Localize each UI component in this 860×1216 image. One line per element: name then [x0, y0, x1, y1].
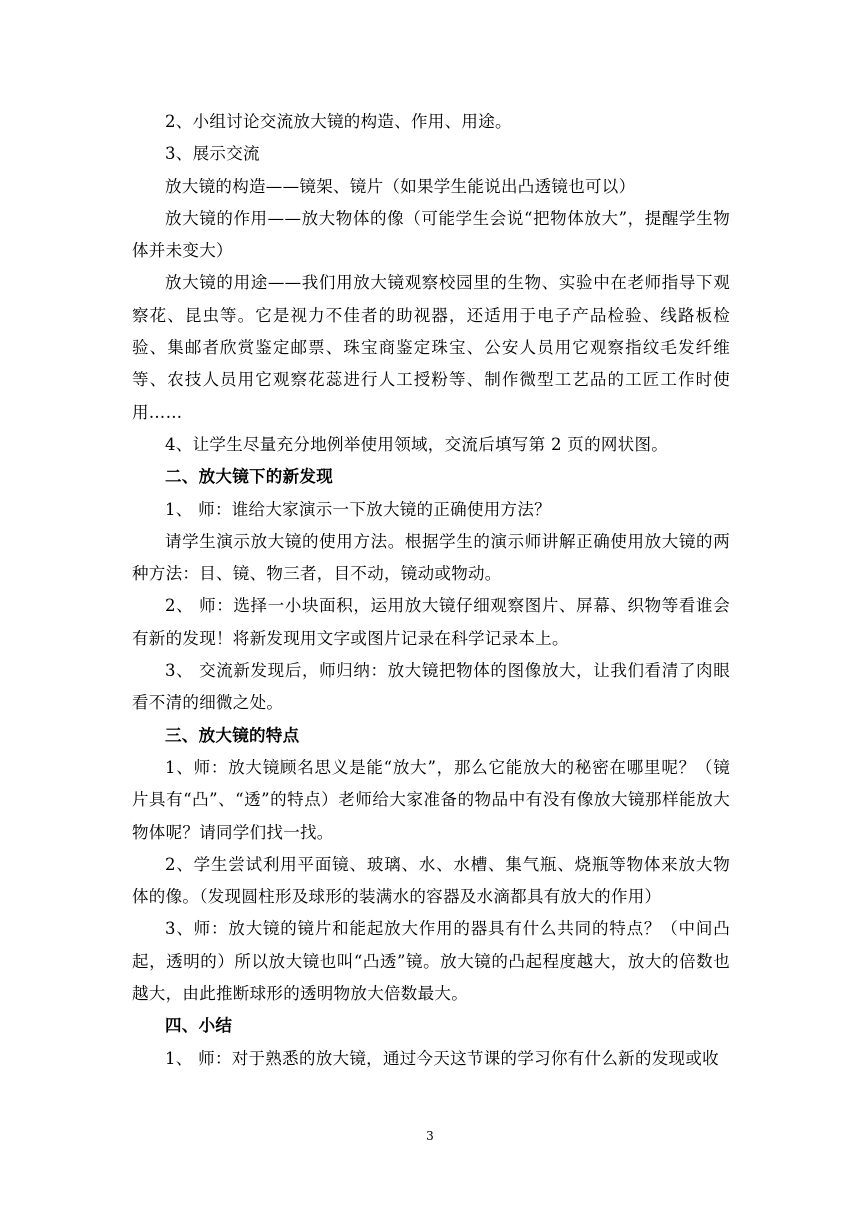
section-heading-summary: 四、小结	[165, 1016, 233, 1036]
section-heading-new-discovery: 二、放大镜下的新发现	[165, 467, 333, 487]
paragraph-summary-question: 1、 师：对于熟悉的放大镜，通过今天这节课的学习你有什么新的发现或收	[165, 1048, 719, 1068]
paragraph-function: 放大镜的作用——放大物体的像（可能学生会说“把物体放大”，提醒学生物体并未变大）	[132, 208, 730, 261]
section-heading-features: 三、放大镜的特点	[165, 725, 300, 745]
paragraph-observe: 2、 师：选择一小块面积，运用放大镜仔细观察图片、屏幕、织物等看谁会有新的发现！将新发现用文字或图片记录在科学记录本上。	[132, 596, 730, 648]
page-number: 3	[426, 1129, 434, 1143]
paragraph-display-exchange: 3、展示交流	[165, 144, 260, 164]
paragraph-examples: 4、让学生尽量充分地例举使用领域，交流后填写第 2 页的网状图。	[165, 434, 669, 454]
body-text	[132, 106, 730, 1075]
paragraph-usage: 放大镜的用途——我们用放大镜观察校园里的生物、实验中在老师指导下观察花、昆虫等。它是视力不佳者的助视器，还适用于电子产品检验、线路板检验、集邮者欣赏鉴定邮票、珠宝商鉴定珠宝、公安人员用它观察指纹毛发纤维等、农技人员用它观察花蕊进行人工授粉等、制作微型工艺品的工匠工作时使用……	[132, 273, 730, 422]
paragraph-feature-common: 3、师：放大镜的镜片和能起放大作用的器具有什么共同的特点？（中间凸起，透明的）所以放大镜也叫“凸透”镜。放大镜的凸起程度越大，放大的倍数也越大，由此推断球形的透明物放大倍数最大。	[132, 919, 730, 1004]
paragraph-discussion: 2、小组讨论交流放大镜的构造、作用、用途。	[165, 112, 512, 131]
paragraph-demo-question: 1、 师：谁给大家演示一下放大镜的正确使用方法？	[165, 499, 551, 519]
paragraph-feature-question: 1、师：放大镜顾名思义是能“放大”，那么它能放大的秘密在哪里呢？（镜片具有“凸”、“透”的特点）老师给大家准备的物品中有没有像放大镜那样能放大物体呢？请同学们找一找。	[132, 757, 730, 842]
paragraph-summarize-discovery: 3、 交流新发现后，师归纳：放大镜把物体的图像放大，让我们看清了肉眼看不清的细微之处。	[132, 661, 730, 713]
paragraph-demo-method: 请学生演示放大镜的使用方法。根据学生的演示师讲解正确使用放大镜的两种方法：目、镜、物三者，目不动，镜动或物动。	[132, 531, 730, 584]
paragraph-feature-try: 2、学生尝试利用平面镜、玻璃、水、水槽、集气瓶、烧瓶等物体来放大物体的像。（发现圆柱形及球形的装满水的容器及水滴都具有放大的作用）	[132, 854, 730, 907]
paragraph-structure: 放大镜的构造——镜架、镜片（如果学生能说出凸透镜也可以）	[165, 176, 636, 196]
